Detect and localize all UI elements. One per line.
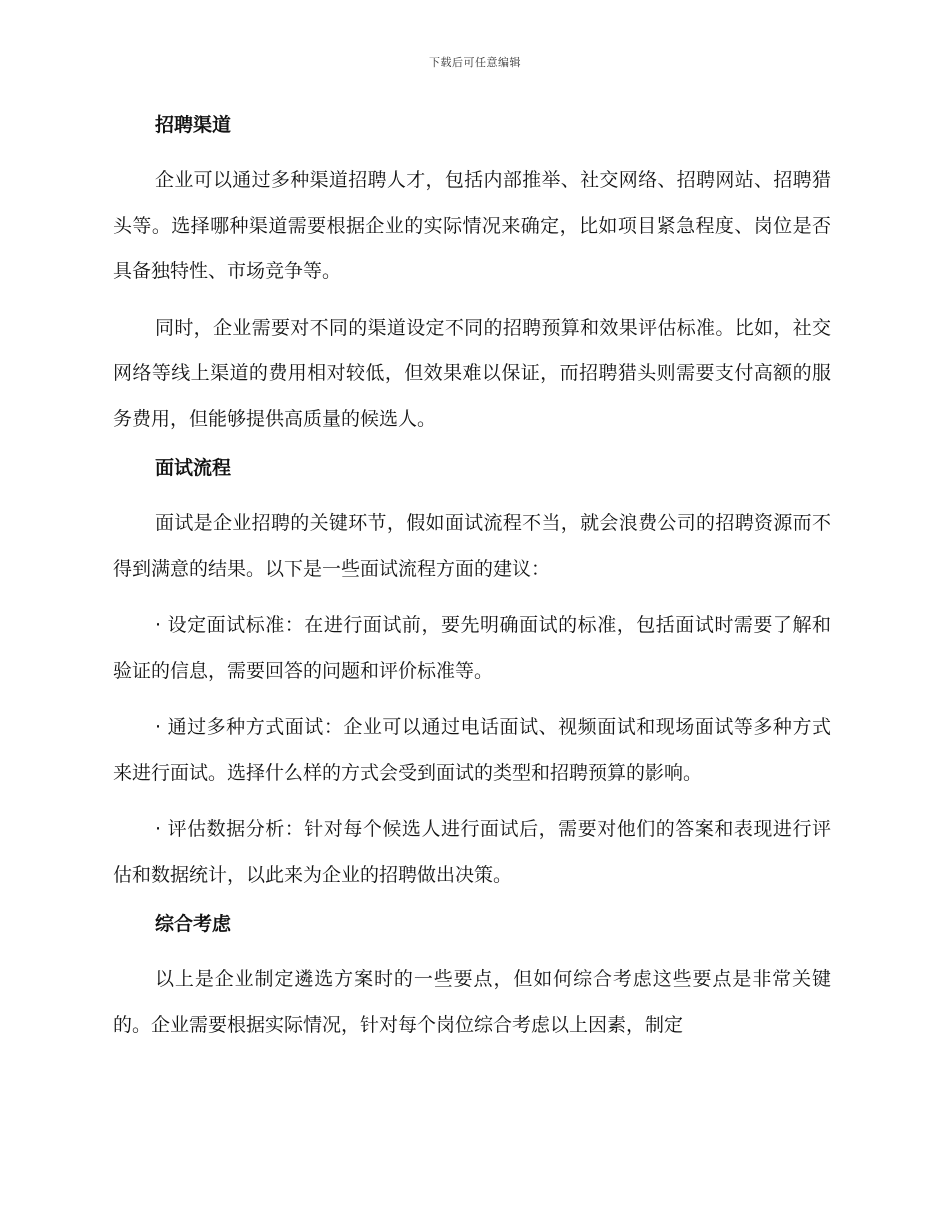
paragraph: 面试是企业招聘的关键环节，假如面试流程不当，就会浪费公司的招聘资源而不得到满意的结果。以下是一些面试流程方面的建议： [113, 512, 831, 580]
section-heading-interview-process: 面试流程 [155, 457, 232, 479]
bullet-paragraph: · 设定面试标准：在进行面试前，要先明确面试的标准，包括面试时需要了解和验证的信息，需要回答的问题和评价标准等。 [113, 614, 831, 682]
paragraph: 企业可以通过多种渠道招聘人才，包括内部推举、社交网络、招聘网站、招聘猎头等。选择哪种渠道需要根据企业的实际情况来确定，比如项目紧急程度、岗位是否具备独特性、市场竞争等。 [113, 169, 831, 282]
bullet-paragraph: · 评估数据分析：针对每个候选人进行面试后，需要对他们的答案和表现进行评估和数据统计，以此来为企业的招聘做出决策。 [113, 818, 831, 886]
section-heading-recruit-channels: 招聘渠道 [155, 114, 232, 136]
bullet-paragraph: · 通过多种方式面试：企业可以通过电话面试、视频面试和现场面试等多种方式来进行面试。选择什么样的方式会受到面试的类型和招聘预算的影响。 [113, 716, 831, 784]
paragraph: 同时，企业需要对不同的渠道设定不同的招聘预算和效果评估标准。比如，社交网络等线上渠道的费用相对较低，但效果难以保证，而招聘猎头则需要支付高额的服务费用，但能够提供高质量的候选人。 [113, 316, 831, 430]
document-body [113, 110, 831, 1059]
header-note: 下载后可任意编辑 [429, 56, 521, 69]
paragraph: 以上是企业制定遴选方案时的一些要点，但如何综合考虑这些要点是非常关键的。企业需要根据实际情况，针对每个岗位综合考虑以上因素，制定 [113, 968, 831, 1036]
section-heading-overall-consideration: 综合考虑 [155, 913, 232, 935]
